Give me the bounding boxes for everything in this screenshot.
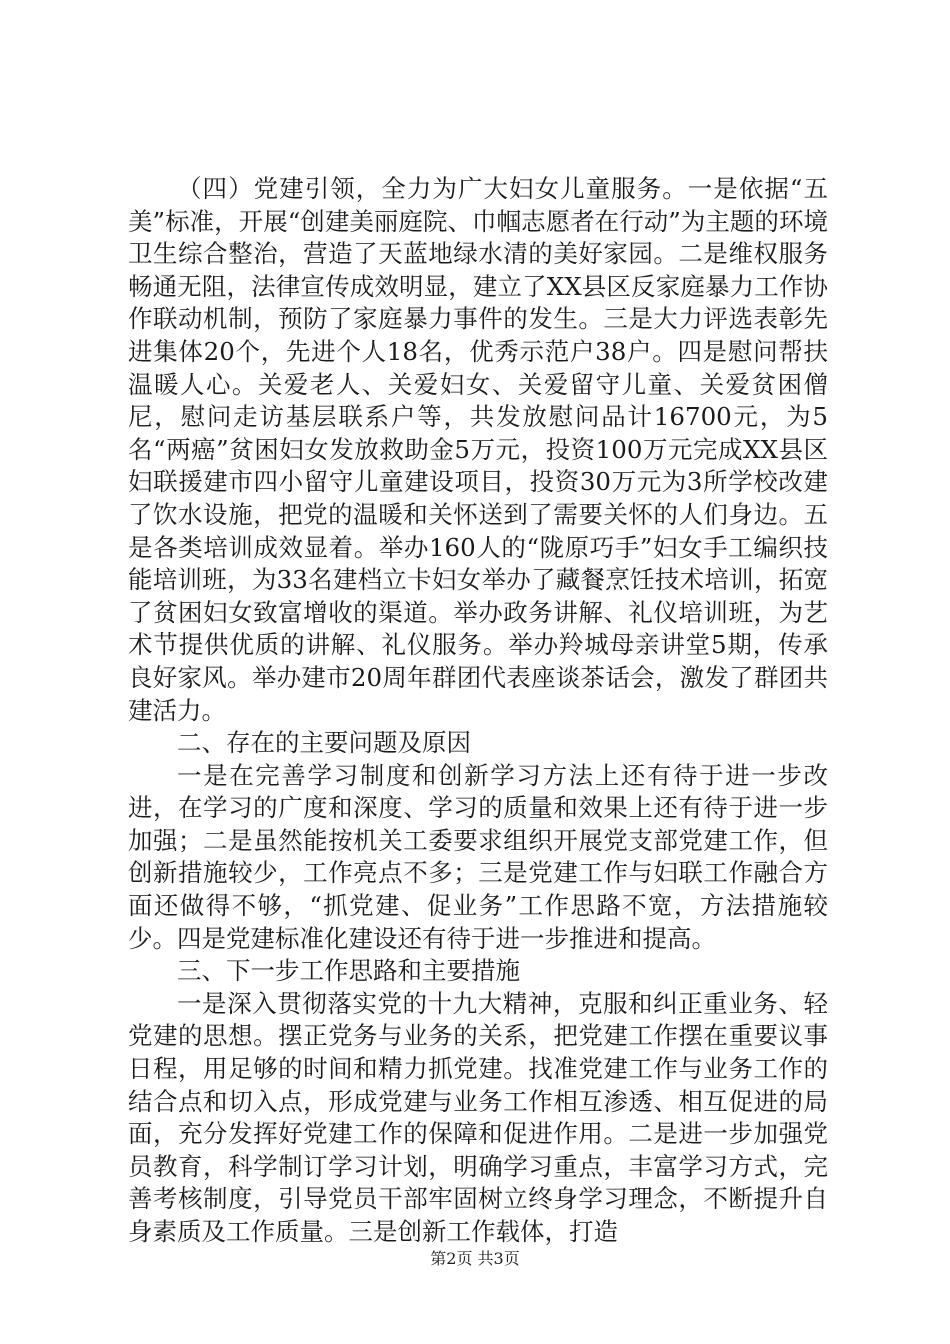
section-heading-next-steps: 三、下一步工作思路和主要措施 bbox=[177, 956, 520, 986]
paragraph-party-building-service: （四）党建引领，全力为广大妇女儿童服务。一是依据“五美”标准，开展“创建美丽庭院、巾帼志愿者在行动”为主题的环境卫生综合整治，营造了天蓝地绿水清的美好家园。二是维权服务畅通无阻，法律宣传成效明显，建立了XX县区反家庭暴力工作协作联动机制，预防了家庭暴力事件的发生。三是大力评选表彰先进集体20个，先进个人18名，优秀示范户38户。四是慰问帮扶温暖人心。关爱老人、关爱妇女、关爱留守儿童、关爱贫困僧尼，慰问走访基层联系户等，共发放慰问品计16700元，为5名“两癌”贫困妇女发放救助金5万元，投资100万元完成XX县区妇联援建市四小留守儿童建设项目，投资30万元为3所学校改建了饮水设施，把党的温暖和关怀送到了需要关怀的人们身边。五是各类培训成效显着。举办160人的“陇原巧手”妇女手工编织技能培训班，为33名建档立卡妇女举办了藏餐烹饪技术培训，拓宽了贫困妇女致富增收的渠道。举办政务讲解、礼仪培训班，为艺术节提供优质的讲解、礼仪服务。举办羚城母亲讲堂5期，传承良好家风。举办建市20周年群团代表座谈茶话会，激发了群团共建活力。 bbox=[128, 174, 828, 725]
page-number-footer: 第2页 共3页 bbox=[430, 1249, 520, 1268]
paragraph-problems: 一是在完善学习制度和创新学习方法上还有待于进一步改进，在学习的广度和深度、学习的质量和效果上还有待于进一步加强；二是虽然能按机关工委要求组织开展党支部党建工作，但创新措施较少，工作亮点不多；三是党建工作与妇联工作融合方面还做得不够，“抓党建、促业务”工作思路不宽，方法措施较少。四是党建标准化建设还有待于进一步推进和提高。 bbox=[128, 760, 828, 953]
paragraph-next-steps: 一是深入贯彻落实党的十九大精神，克服和纠正重业务、轻党建的思想。摆正党务与业务的关系，把党建工作摆在重要议事日程，用足够的时间和精力抓党建。找准党建工作与业务工作的结合点和切入点，形成党建与业务工作相互渗透、相互促进的局面，充分发挥好党建工作的保障和促进作用。二是进一步加强党员教育，科学制订学习计划，明确学习重点，丰富学习方式，完善考核制度，引导党员干部牢固树立终身学习理念，不断提升自身素质及工作质量。三是创新工作载体，打造 bbox=[128, 988, 828, 1246]
section-heading-problems: 二、存在的主要问题及原因 bbox=[177, 728, 471, 758]
document-body bbox=[128, 173, 828, 1249]
